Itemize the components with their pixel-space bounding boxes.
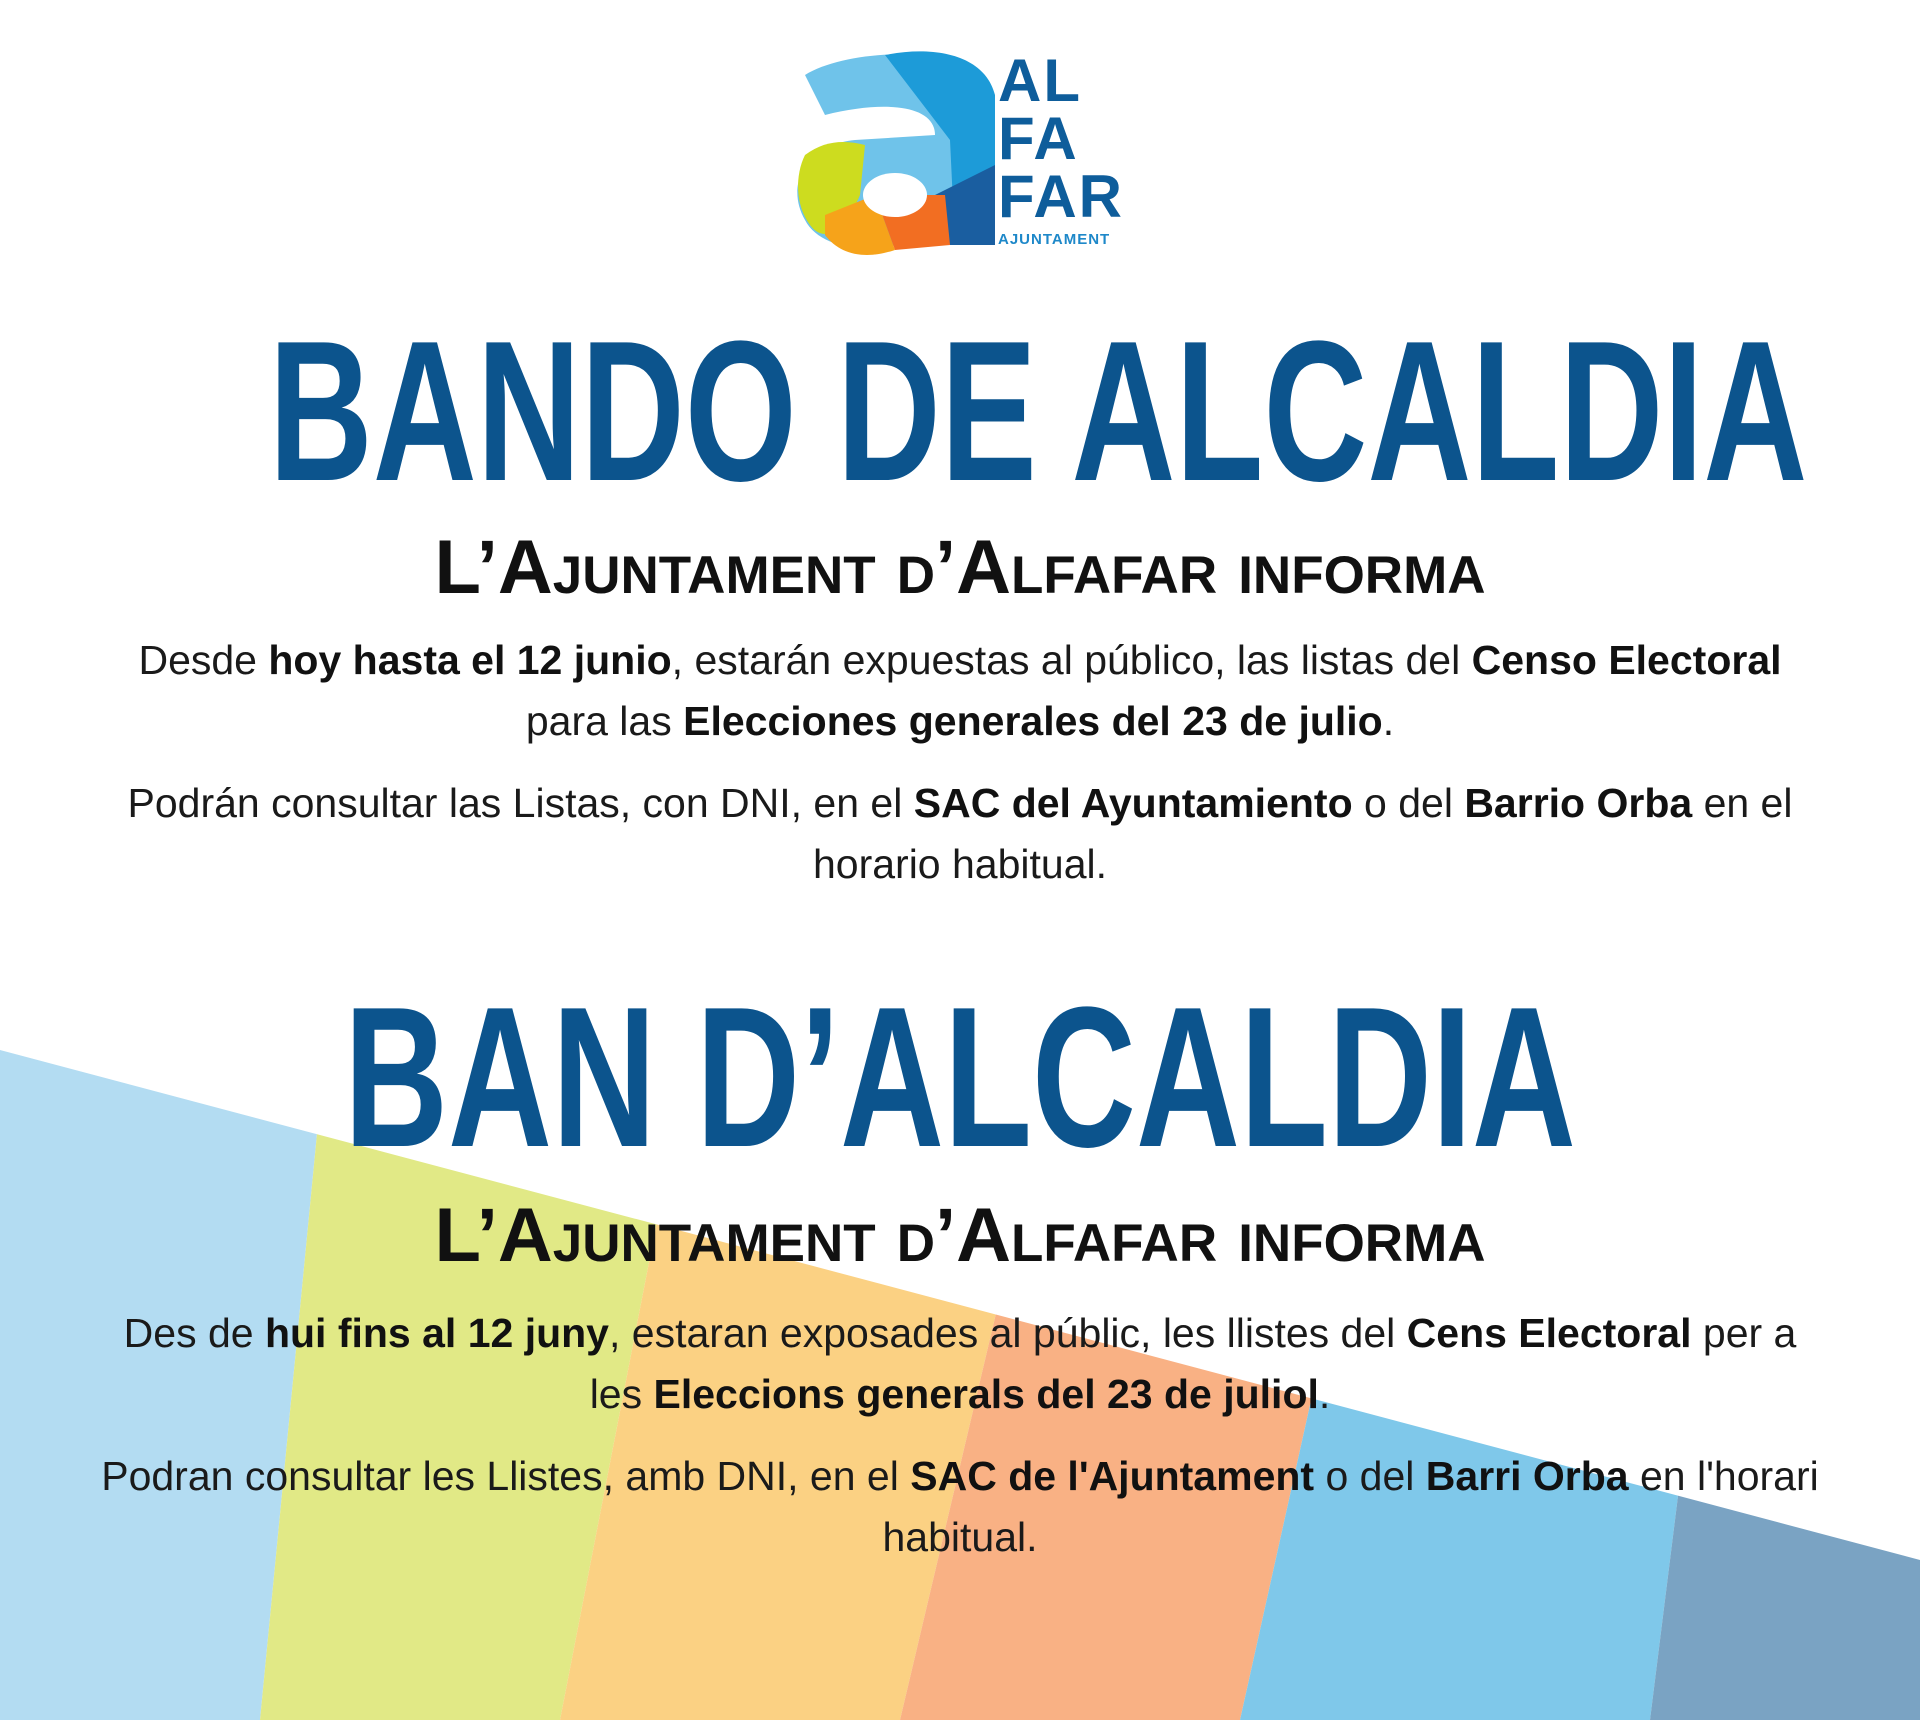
title-es: BANDO DE ALCALDIA	[268, 300, 1808, 523]
paragraph-es-1: Desde hoy hasta el 12 junio, estarán expuestas al público, las listas del Censo Electoral para las Elecciones generales del 23 de julio.	[138, 637, 1782, 744]
paragraph-es-2: Podrán consultar las Listas, con DNI, en el SAC del Ayuntamiento o del Barrio Orba en el horario habitual.	[127, 780, 1793, 887]
logo-line-al: AL	[998, 47, 1082, 114]
paragraph-va-2: Podran consultar les Llistes, amb DNI, en el SAC de l'Ajuntament o del Barri Orba en l'horari habitual.	[101, 1453, 1819, 1560]
logo-line-fa: FA	[998, 105, 1079, 172]
subtitle-va: L’Ajuntament d’Alfafar informa	[434, 1193, 1486, 1278]
paragraph-va-1: Des de hui fins al 12 juny, estaran exposades al públic, les llistes del Cens Electoral per a les Eleccions generals del 23 de juliol.	[123, 1310, 1797, 1417]
title-va: BAN D’ALCALDIA	[344, 966, 1576, 1189]
logo-subtitle: AJUNTAMENT	[998, 231, 1111, 248]
subtitle-es: L’Ajuntament d’Alfafar informa	[434, 525, 1486, 610]
logo-line-far: FAR	[998, 163, 1124, 230]
logo-wordmark	[998, 47, 1124, 248]
